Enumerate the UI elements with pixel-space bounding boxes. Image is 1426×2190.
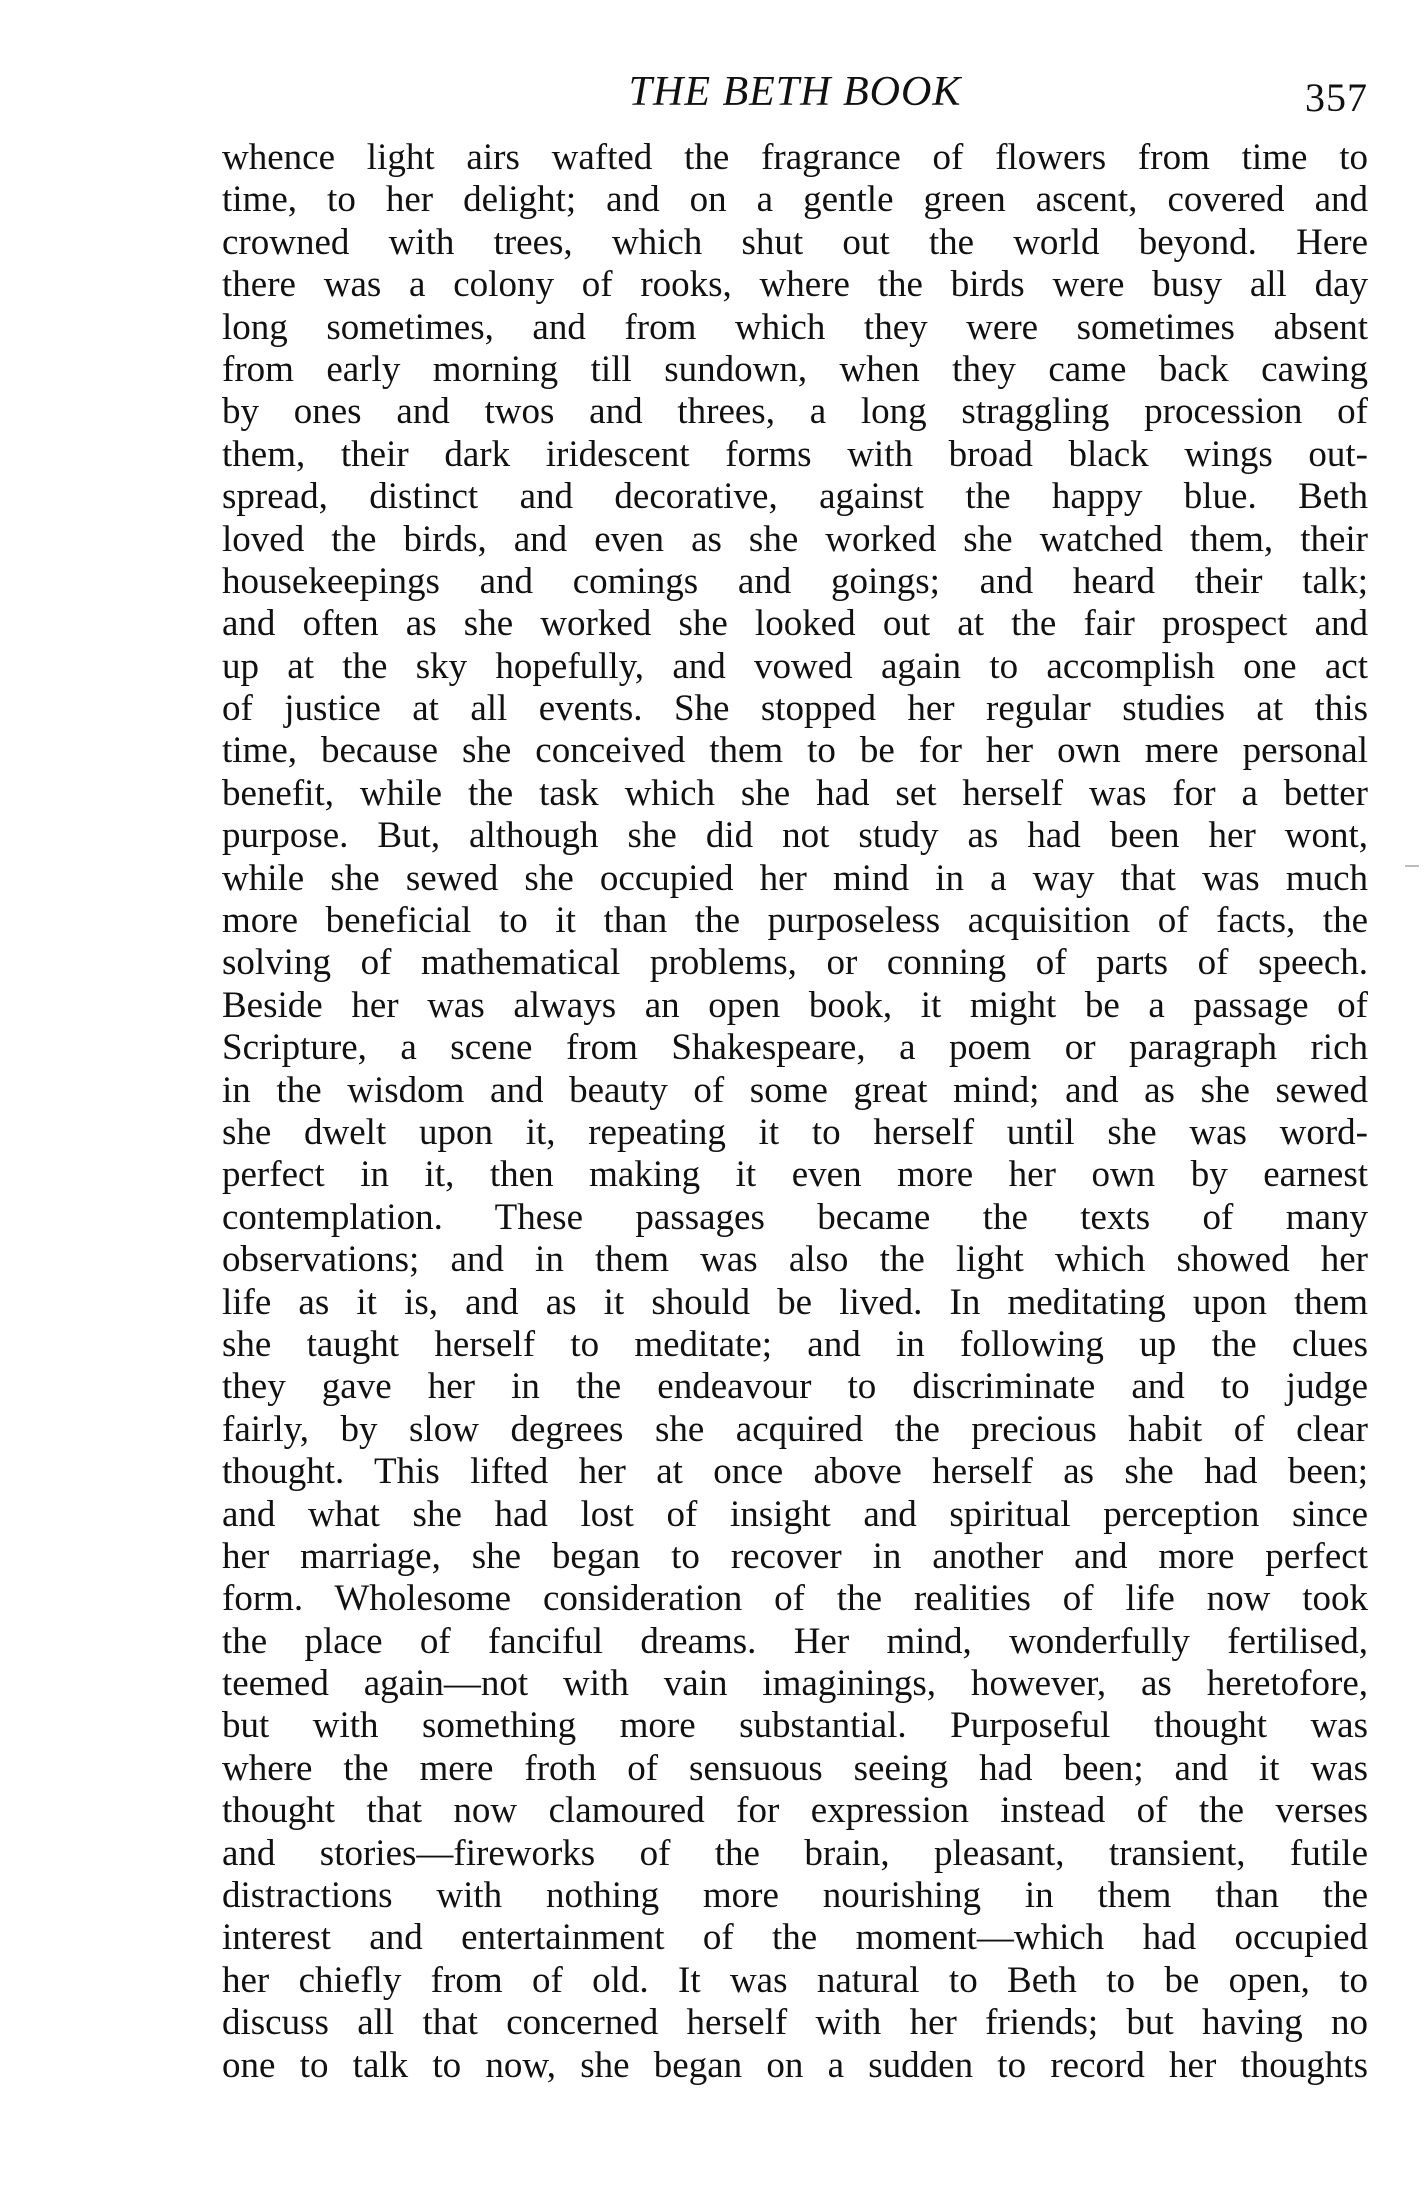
text-line: time, because she conceived them to be for her own mere personal: [222, 730, 1368, 772]
text-line: Beside her was always an open book, it might be a passage of: [222, 984, 1368, 1026]
text-line: from early morning till sundown, when they came back cawing: [222, 348, 1368, 390]
text-line: while she sewed she occupied her mind in a way that was much: [222, 857, 1368, 899]
text-line: up at the sky hopefully, and vowed again to accomplish one act: [222, 645, 1368, 687]
text-line: and often as she worked she looked out at the fair prospect and: [222, 603, 1368, 645]
body-text: [222, 137, 1368, 2087]
text-line: in the wisdom and beauty of some great mind; and as she sewed: [222, 1069, 1368, 1111]
text-line: life as it is, and as it should be lived. In meditating upon them: [222, 1281, 1368, 1323]
margin-mark: [1405, 865, 1419, 867]
text-line: and stories—fireworks of the brain, pleasant, transient, futile: [222, 1832, 1368, 1874]
text-line: the place of fanciful dreams. Her mind, wonderfully fertilised,: [222, 1620, 1368, 1662]
text-line: fairly, by slow degrees she acquired the precious habit of clear: [222, 1408, 1368, 1450]
text-line: observations; and in them was also the light which showed her: [222, 1239, 1368, 1281]
text-line: thought that now clamoured for expression instead of the verses: [222, 1790, 1368, 1832]
text-line: solving of mathematical problems, or conning of parts of speech.: [222, 942, 1368, 984]
text-line: benefit, while the task which she had set herself was for a better: [222, 772, 1368, 814]
text-line: she dwelt upon it, repeating it to herself until she was word-: [222, 1111, 1368, 1153]
text-line: spread, distinct and decorative, against the happy blue. Beth: [222, 476, 1368, 518]
text-line: by ones and twos and threes, a long straggling procession of: [222, 391, 1368, 433]
text-line: long sometimes, and from which they were sometimes absent: [222, 306, 1368, 348]
text-line: time, to her delight; and on a gentle green ascent, covered and: [222, 179, 1368, 221]
text-line: teemed again—not with vain imaginings, however, as heretofore,: [222, 1663, 1368, 1705]
text-line: where the mere froth of sensuous seeing had been; and it was: [222, 1747, 1368, 1789]
running-title: THE BETH BOOK: [628, 69, 962, 115]
text-line: she taught herself to meditate; and in following up the clues: [222, 1323, 1368, 1365]
text-line: of justice at all events. She stopped her regular studies at this: [222, 688, 1368, 730]
text-line: they gave her in the endeavour to discriminate and to judge: [222, 1366, 1368, 1408]
page-number: 357: [1305, 75, 1368, 120]
text-line: her marriage, she began to recover in another and more perfect: [222, 1535, 1368, 1577]
text-line: perfect in it, then making it even more her own by earnest: [222, 1154, 1368, 1196]
text-line: purpose. But, although she did not study as had been her wont,: [222, 815, 1368, 857]
text-line: contemplation. These passages became the texts of many: [222, 1196, 1368, 1238]
text-line: thought. This lifted her at once above herself as she had been;: [222, 1451, 1368, 1493]
text-line: there was a colony of rooks, where the birds were busy all day: [222, 264, 1368, 306]
text-line: her chiefly from of old. It was natural to Beth to be open, to: [222, 1959, 1368, 2001]
text-line: whence light airs wafted the fragrance of flowers from time to: [222, 137, 1368, 178]
running-head: [222, 62, 1368, 122]
text-line: discuss all that concerned herself with her friends; but having no: [222, 2002, 1368, 2044]
text-line: crowned with trees, which shut out the world beyond. Here: [222, 221, 1368, 263]
text-line: housekeepings and comings and goings; and heard their talk;: [222, 560, 1368, 602]
text-line: and what she had lost of insight and spiritual perception since: [222, 1493, 1368, 1535]
text-line: one to talk to now, she began on a sudden to record her thoughts: [222, 2044, 1368, 2086]
text-line: more beneficial to it than the purposeless acquisition of facts, the: [222, 900, 1368, 942]
text-line: Scripture, a scene from Shakespeare, a poem or paragraph rich: [222, 1027, 1368, 1069]
text-line: them, their dark iridescent forms with broad black wings out-: [222, 433, 1368, 475]
text-line: but with something more substantial. Purposeful thought was: [222, 1705, 1368, 1747]
text-line: distractions with nothing more nourishing in them than the: [222, 1875, 1368, 1917]
text-line: interest and entertainment of the moment—which had occupied: [222, 1917, 1368, 1959]
text-line: loved the birds, and even as she worked she watched them, their: [222, 518, 1368, 560]
text-line: form. Wholesome consideration of the realities of life now took: [222, 1578, 1368, 1620]
